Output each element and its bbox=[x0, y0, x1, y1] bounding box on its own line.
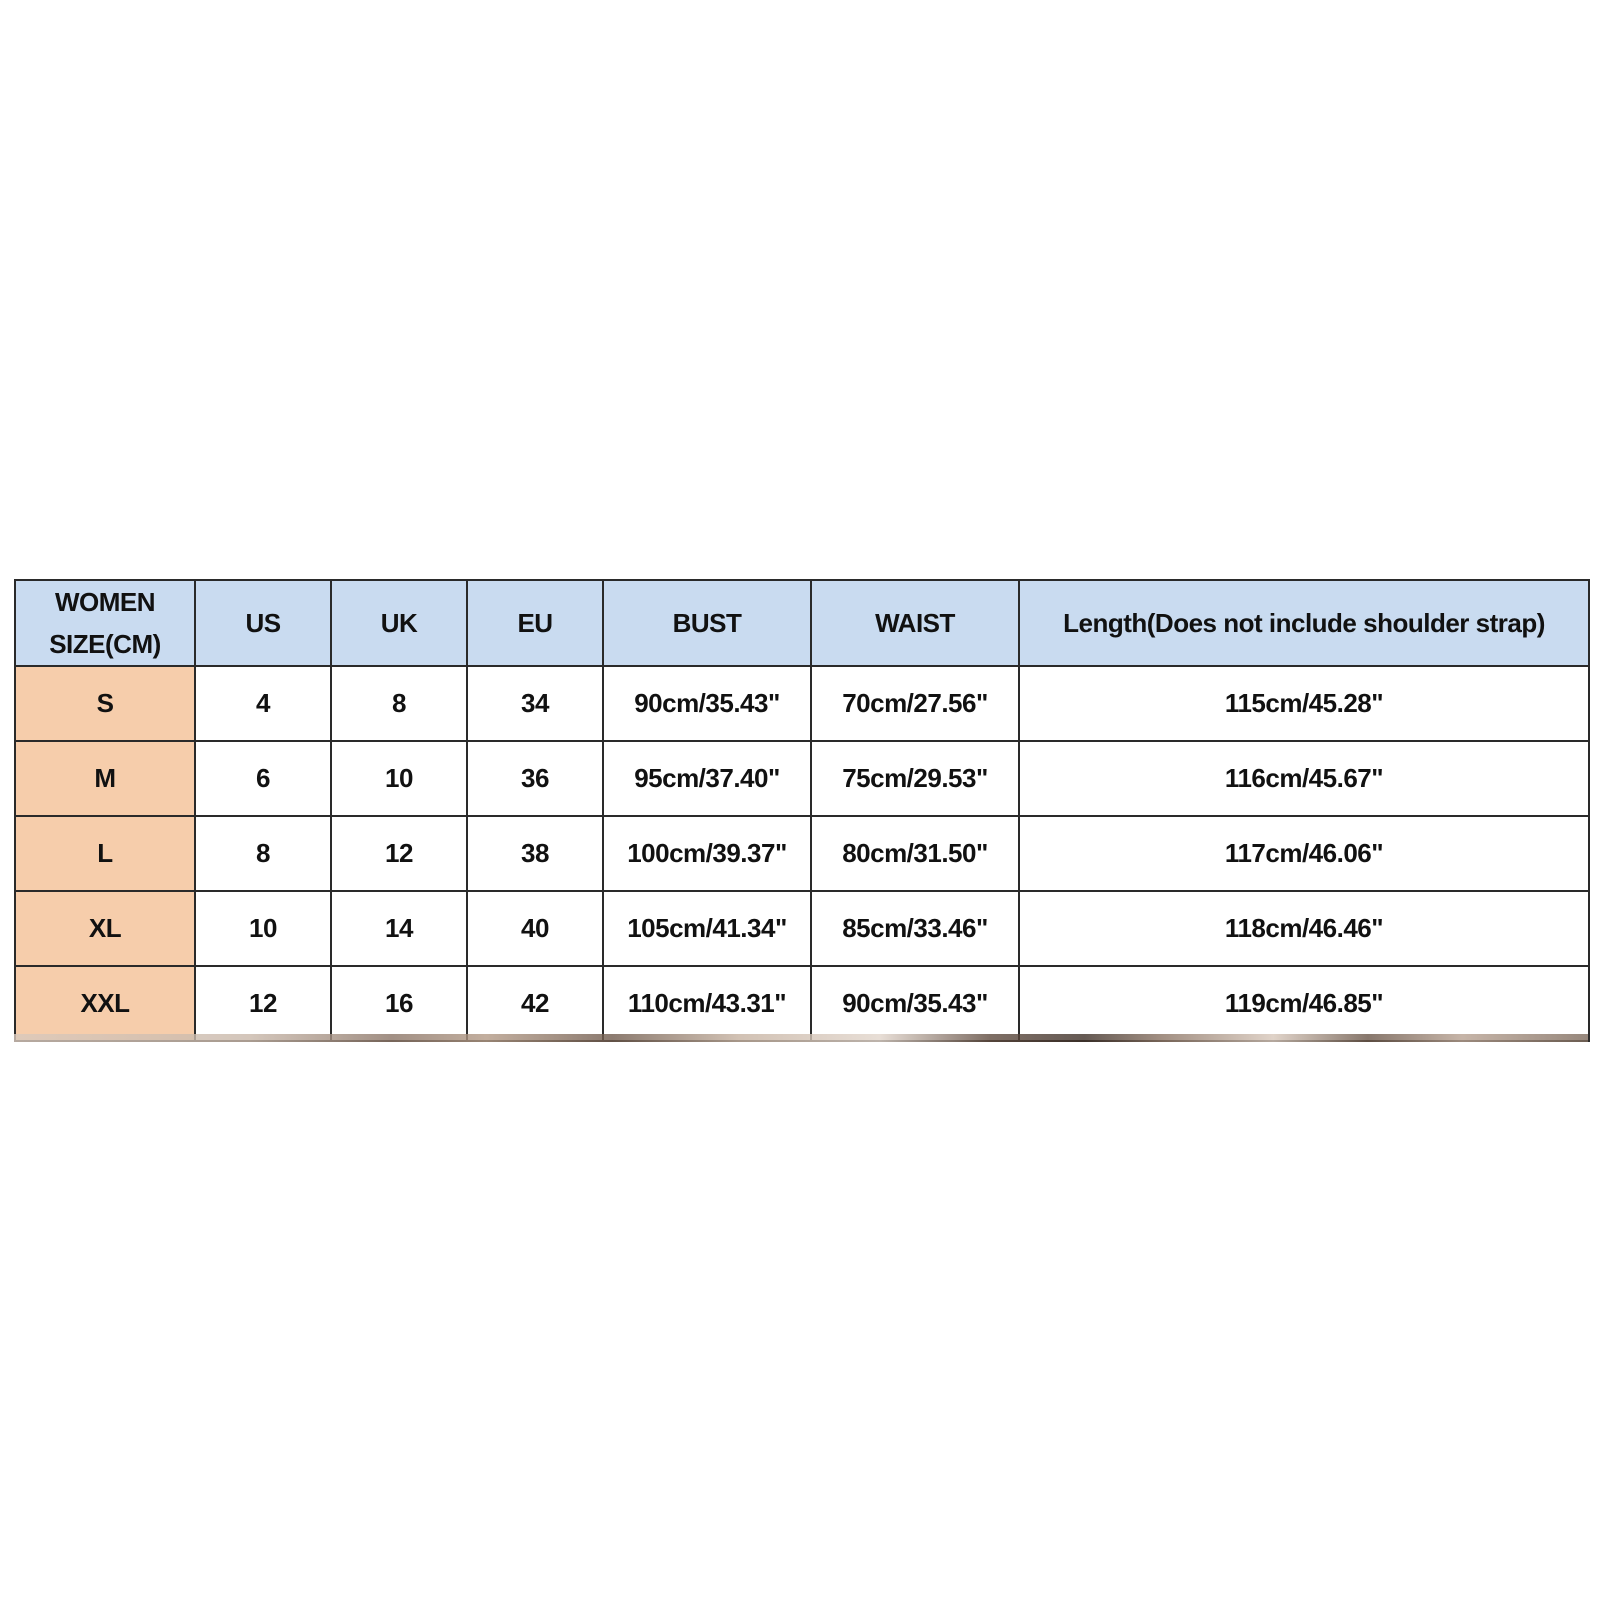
bust-cell: 105cm/41.34" bbox=[603, 891, 811, 966]
header-waist: WAIST bbox=[811, 580, 1019, 666]
us-cell: 12 bbox=[195, 966, 331, 1041]
length-cell: 118cm/46.46" bbox=[1019, 891, 1589, 966]
header-bust: BUST bbox=[603, 580, 811, 666]
length-cell: 119cm/46.85" bbox=[1019, 966, 1589, 1041]
length-cell: 117cm/46.06" bbox=[1019, 816, 1589, 891]
size-table bbox=[14, 579, 1590, 1042]
eu-cell: 38 bbox=[467, 816, 603, 891]
header-us: US bbox=[195, 580, 331, 666]
table-row bbox=[15, 891, 1589, 966]
table-row bbox=[15, 966, 1589, 1041]
length-cell: 116cm/45.67" bbox=[1019, 741, 1589, 816]
bust-cell: 100cm/39.37" bbox=[603, 816, 811, 891]
bust-cell: 110cm/43.31" bbox=[603, 966, 811, 1041]
waist-cell: 90cm/35.43" bbox=[811, 966, 1019, 1041]
eu-cell: 42 bbox=[467, 966, 603, 1041]
table-row bbox=[15, 666, 1589, 741]
bust-cell: 90cm/35.43" bbox=[603, 666, 811, 741]
header-size-cm-label: SIZE(CM) bbox=[49, 629, 161, 659]
waist-cell: 85cm/33.46" bbox=[811, 891, 1019, 966]
header-eu: EU bbox=[467, 580, 603, 666]
header-uk: UK bbox=[331, 580, 467, 666]
waist-cell: 75cm/29.53" bbox=[811, 741, 1019, 816]
uk-cell: 10 bbox=[331, 741, 467, 816]
eu-cell: 36 bbox=[467, 741, 603, 816]
header-women-label: WOMEN bbox=[54, 587, 156, 617]
uk-cell: 14 bbox=[331, 891, 467, 966]
size-cell: L bbox=[15, 816, 195, 891]
size-chart bbox=[14, 579, 1588, 1042]
us-cell: 4 bbox=[195, 666, 331, 741]
eu-cell: 40 bbox=[467, 891, 603, 966]
header-row bbox=[15, 580, 1589, 666]
table-row bbox=[15, 816, 1589, 891]
uk-cell: 16 bbox=[331, 966, 467, 1041]
waist-cell: 80cm/31.50" bbox=[811, 816, 1019, 891]
us-cell: 8 bbox=[195, 816, 331, 891]
cropped-photo-strip bbox=[14, 1034, 1588, 1042]
waist-cell: 70cm/27.56" bbox=[811, 666, 1019, 741]
size-cell: XL bbox=[15, 891, 195, 966]
uk-cell: 8 bbox=[331, 666, 467, 741]
bust-cell: 95cm/37.40" bbox=[603, 741, 811, 816]
uk-cell: 12 bbox=[331, 816, 467, 891]
size-cell: S bbox=[15, 666, 195, 741]
header-women-size bbox=[15, 580, 195, 666]
size-cell: M bbox=[15, 741, 195, 816]
length-cell: 115cm/45.28" bbox=[1019, 666, 1589, 741]
header-length: Length(Does not include shoulder strap) bbox=[1019, 580, 1589, 666]
size-cell: XXL bbox=[15, 966, 195, 1041]
us-cell: 6 bbox=[195, 741, 331, 816]
eu-cell: 34 bbox=[467, 666, 603, 741]
table-row bbox=[15, 741, 1589, 816]
us-cell: 10 bbox=[195, 891, 331, 966]
